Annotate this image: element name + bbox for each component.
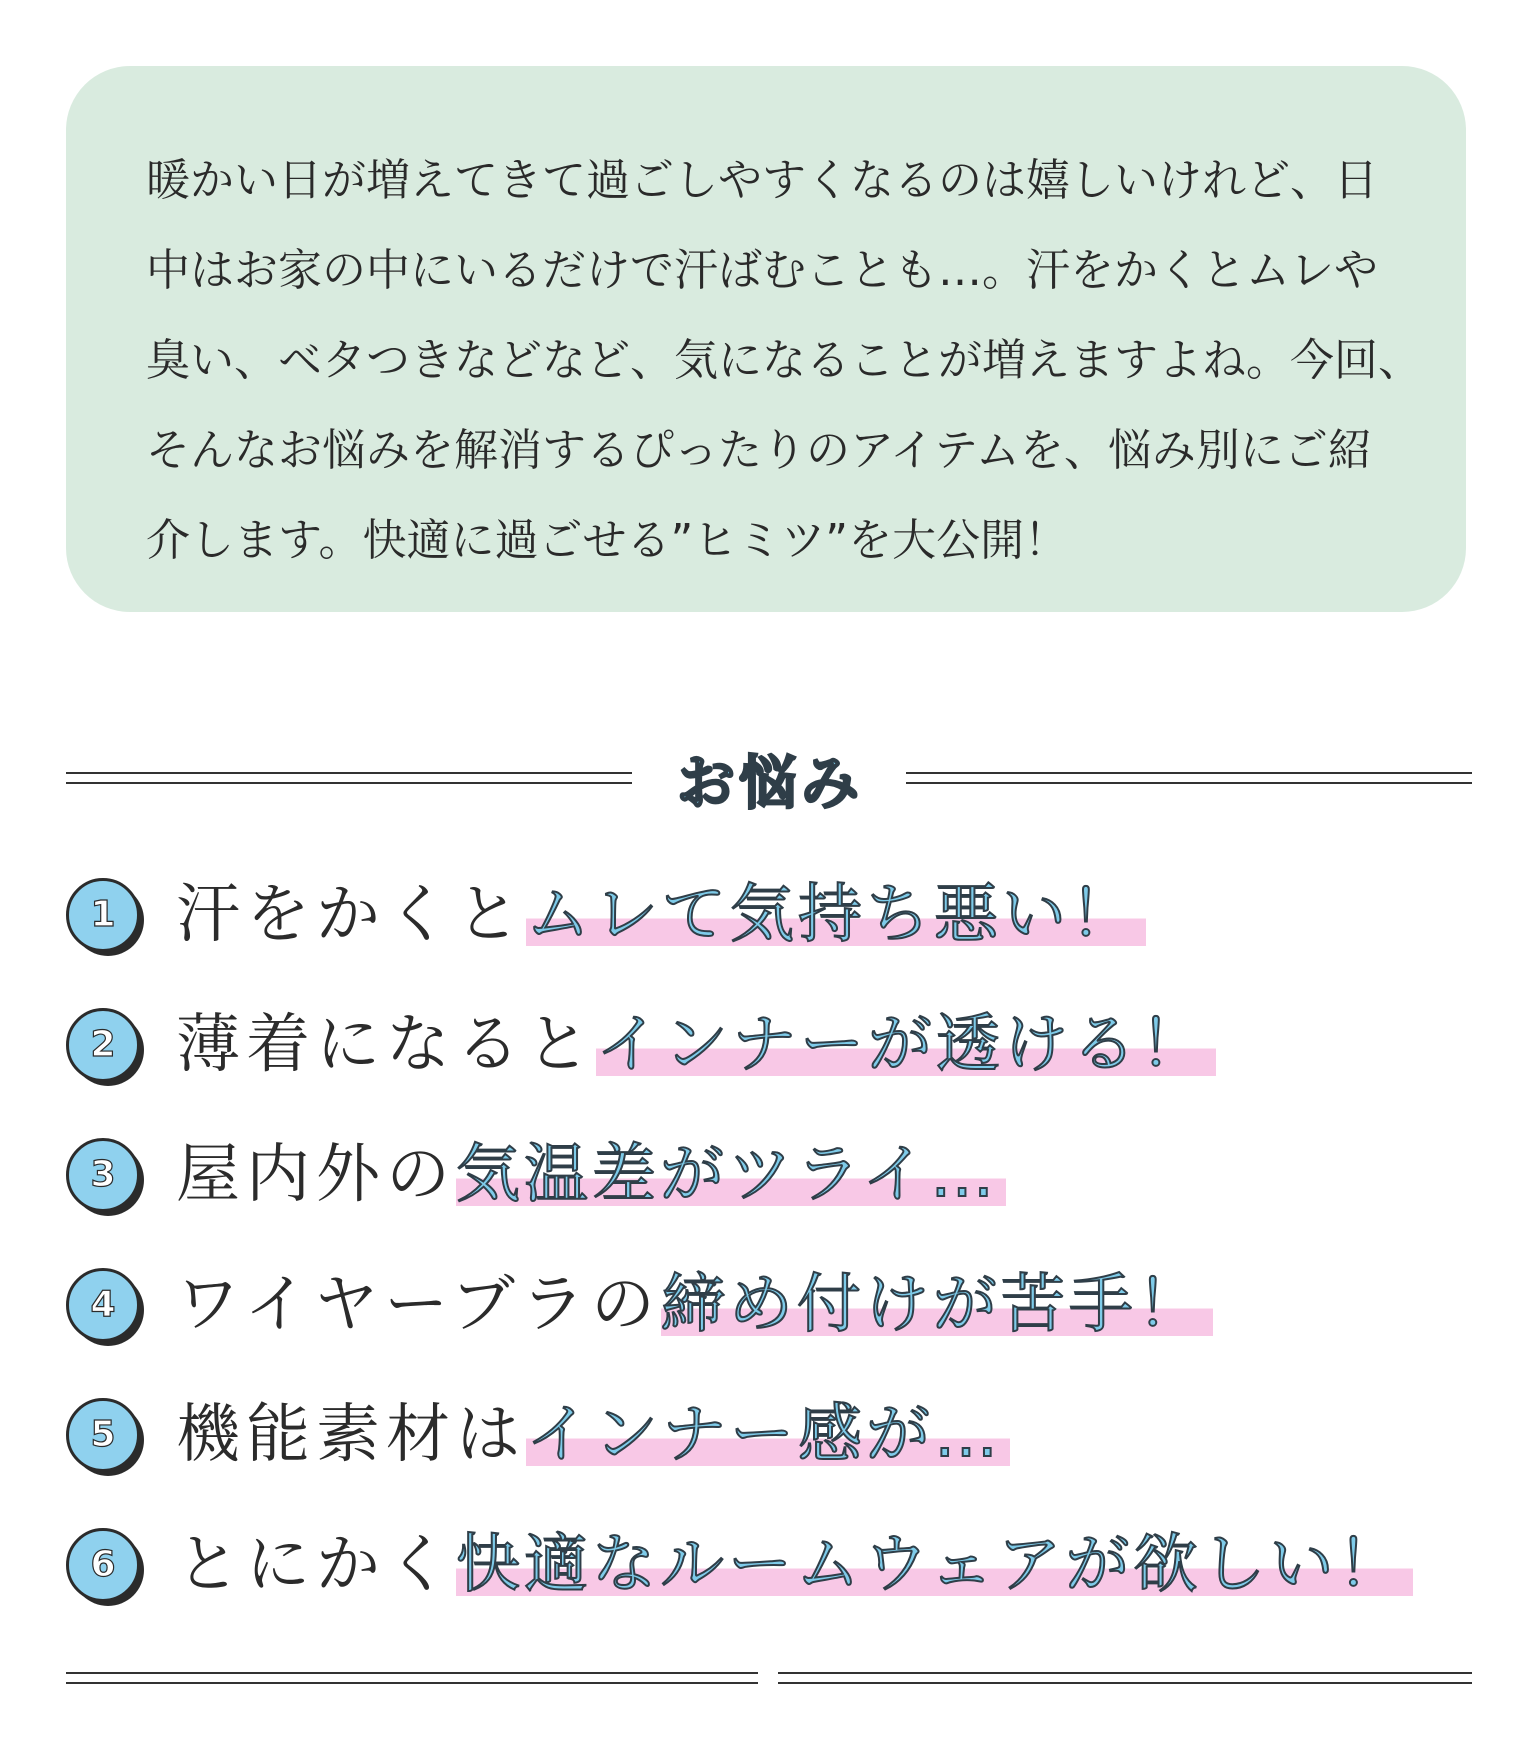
number-badge: 2 [66,1008,142,1084]
worry-text [176,1380,1010,1490]
intro-line: 暖かい日が増えてきて過ごしやすくなるのは嬉しいけれど、日 [146,155,1378,206]
worry-list [66,860,1486,1640]
worry-highlight-text: 締め付けが苦手！ [661,1268,1213,1342]
number-badge: 6 [66,1528,142,1604]
worry-highlight-text: 気温差がツライ… [456,1138,1006,1212]
intro-line: そんなお悩みを解消するぴったりのアイテムを、悩み別にご紹 [146,425,1372,476]
worry-plain-text: とにかく [176,1528,456,1602]
list-item [66,860,1486,990]
worry-plain-text: 薄着になると [176,1008,596,1082]
number-badge: 5 [66,1398,142,1474]
worry-highlight-text: ムレて気持ち悪い！ [526,878,1146,952]
worry-highlight-text: 快適なルームウェアが欲しい！ [456,1528,1413,1602]
intro-line: 介します。快適に過ごせる”ヒミツ”を大公開！ [146,515,1069,566]
list-item [66,1510,1486,1640]
section-title: お悩み [676,749,863,817]
worry-text [176,1250,1213,1360]
bottom-rule-left [66,1672,758,1684]
number-badge: 3 [66,1138,142,1214]
section-rule-right [906,772,1472,784]
number-badge: 1 [66,878,142,954]
list-item [66,1250,1486,1380]
list-item [66,1120,1486,1250]
intro-line: 臭い、ベタつきなどなど、気になることが増えますよね。今回、 [146,335,1422,386]
worry-text [176,1510,1413,1620]
worry-plain-text: 機能素材は [176,1398,526,1472]
bottom-rule-right [778,1672,1472,1684]
list-item [66,990,1486,1120]
intro-box [66,66,1466,612]
worry-text [176,1120,1006,1230]
worry-plain-text: ワイヤーブラの [176,1268,661,1342]
number-badge: 4 [66,1268,142,1344]
worry-highlight-text: インナーが透ける！ [596,1008,1216,1082]
worry-text [176,990,1216,1100]
intro-line: 中はお家の中にいるだけで汗ばむことも…。汗をかくとムレや [146,245,1378,296]
section-rule-left [66,772,632,784]
worry-text [176,860,1146,970]
worry-plain-text: 汗をかくと [176,878,526,952]
worry-plain-text: 屋内外の [176,1138,456,1212]
list-item [66,1380,1486,1510]
worry-highlight-text: インナー感が… [526,1398,1010,1472]
